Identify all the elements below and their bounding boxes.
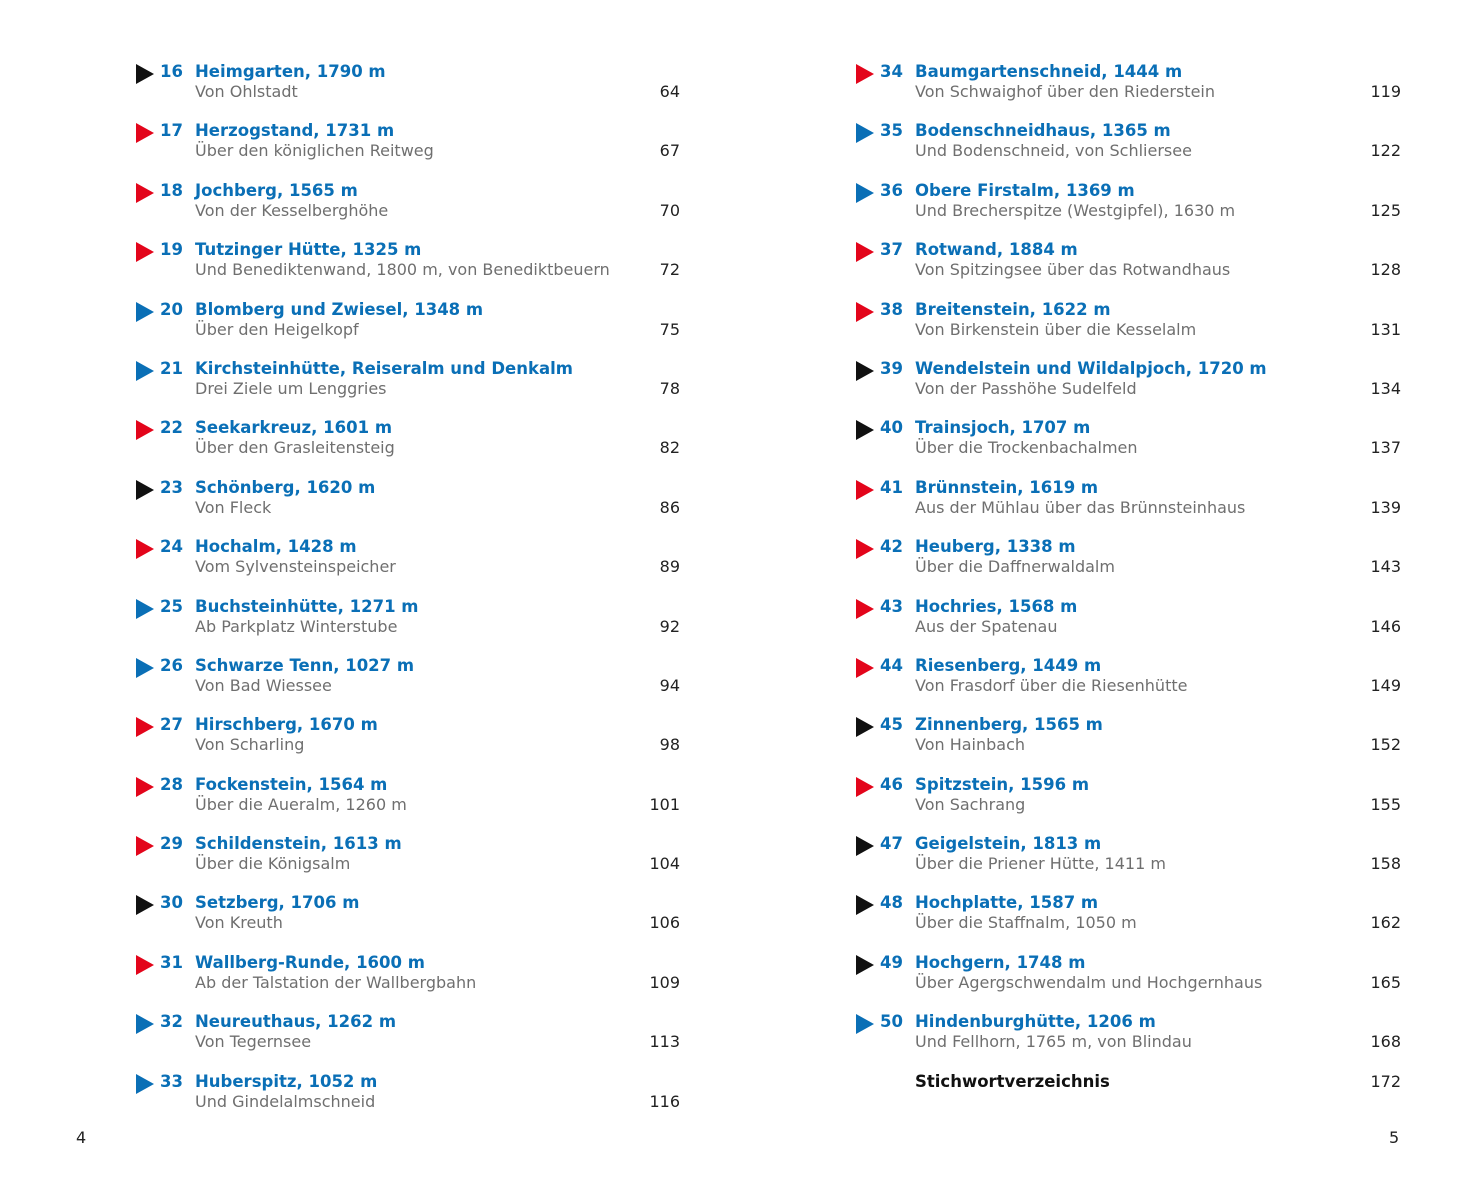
tour-title: Rotwand, 1884 m xyxy=(915,240,1078,260)
tour-number: 20 xyxy=(160,299,183,319)
page-ref: 101 xyxy=(649,794,680,814)
page-ref: 92 xyxy=(659,616,680,636)
tour-title: Geigelstein, 1813 m xyxy=(915,834,1102,854)
toc-entry[interactable] xyxy=(134,177,680,236)
tour-subtitle: Und Gindelalmschneid xyxy=(195,1091,376,1111)
page-ref: 104 xyxy=(649,854,680,874)
page-ref: 137 xyxy=(1370,438,1401,458)
tour-number: 42 xyxy=(880,537,903,557)
triangle-marker-icon xyxy=(856,717,874,737)
tour-number: 38 xyxy=(880,299,903,319)
triangle-marker-icon xyxy=(856,895,874,915)
page-ref: 146 xyxy=(1370,616,1401,636)
tour-subtitle: Von Ohlstadt xyxy=(195,82,298,101)
page-ref: 149 xyxy=(1370,675,1401,695)
page-ref: 122 xyxy=(1370,141,1401,161)
page-ref: 116 xyxy=(649,1091,680,1111)
toc-entry[interactable] xyxy=(134,652,680,711)
triangle-marker-icon xyxy=(136,420,154,440)
tour-title: Jochberg, 1565 m xyxy=(195,180,358,200)
toc-entry[interactable] xyxy=(134,1008,680,1067)
tour-number: 33 xyxy=(160,1071,183,1091)
triangle-marker-icon xyxy=(136,836,154,856)
toc-entry[interactable] xyxy=(134,355,680,414)
tour-title: Heuberg, 1338 m xyxy=(915,537,1076,557)
tour-subtitle: Von Tegernsee xyxy=(195,1032,312,1052)
tour-number: 24 xyxy=(160,537,183,557)
toc-entry[interactable] xyxy=(854,355,1401,414)
toc-entry[interactable] xyxy=(854,533,1401,592)
page-number-right: 5 xyxy=(1389,1128,1400,1147)
toc-entry[interactable] xyxy=(854,711,1401,770)
tour-subtitle: Von Sachrang xyxy=(915,794,1026,814)
triangle-marker-icon xyxy=(136,1074,154,1094)
toc-entry[interactable] xyxy=(134,296,680,355)
tour-subtitle: Über die Daffnerwaldalm xyxy=(915,557,1115,577)
tour-number: 39 xyxy=(880,358,903,378)
triangle-marker-icon xyxy=(856,836,874,856)
page-ref: 70 xyxy=(659,200,680,220)
tour-title: Kirchsteinhütte, Reiseralm und Denkalm xyxy=(195,358,573,378)
page-ref: 168 xyxy=(1370,1032,1401,1052)
tour-number: 17 xyxy=(160,121,183,141)
tour-title: Hochalm, 1428 m xyxy=(195,537,357,557)
tour-subtitle: Von Spitzingsee über das Rotwandhaus xyxy=(915,260,1231,280)
tour-subtitle: Über die Staffnalm, 1050 m xyxy=(915,913,1137,933)
triangle-marker-icon xyxy=(136,777,154,797)
page-ref: 89 xyxy=(659,557,680,577)
tour-number: 19 xyxy=(160,240,183,260)
page-ref: 106 xyxy=(649,913,680,933)
tour-title: Wallberg-Runde, 1600 m xyxy=(195,952,425,972)
index-title: Stichwortverzeichnis xyxy=(915,1071,1110,1091)
tour-title: Neureuthaus, 1262 m xyxy=(195,1012,397,1032)
page-ref: 109 xyxy=(649,972,680,992)
tour-title: Blomberg und Zwiesel, 1348 m xyxy=(195,299,484,319)
page-number-left: 4 xyxy=(76,1128,87,1147)
tour-number: 22 xyxy=(160,418,183,438)
triangle-marker-icon xyxy=(136,955,154,975)
page-ref: 165 xyxy=(1370,972,1401,992)
tour-number: 26 xyxy=(160,655,183,675)
toc-entry[interactable] xyxy=(854,474,1401,533)
tour-title: Fockenstein, 1564 m xyxy=(195,774,388,794)
tour-subtitle: Von der Kesselberghöhe xyxy=(195,200,389,220)
toc-entry[interactable] xyxy=(134,117,680,176)
toc-entry[interactable] xyxy=(134,474,680,533)
tour-subtitle: Über die Trockenbachalmen xyxy=(915,438,1138,458)
triangle-marker-icon xyxy=(136,480,154,500)
triangle-marker-icon xyxy=(136,361,154,381)
triangle-marker-icon xyxy=(136,242,154,262)
triangle-marker-icon xyxy=(856,183,874,203)
tour-title: Hindenburghütte, 1206 m xyxy=(915,1012,1156,1032)
triangle-marker-icon xyxy=(136,658,154,678)
toc-left-column xyxy=(134,58,680,1127)
toc-entry[interactable] xyxy=(854,771,1401,830)
toc-entry[interactable] xyxy=(854,949,1401,1008)
tour-number: 16 xyxy=(160,62,183,81)
toc-entry[interactable] xyxy=(854,889,1401,948)
triangle-marker-icon xyxy=(856,64,874,84)
toc-entry[interactable] xyxy=(854,830,1401,889)
tour-subtitle: Und Benediktenwand, 1800 m, von Benediktbeuern xyxy=(195,260,610,280)
tour-title: Setzberg, 1706 m xyxy=(195,893,360,913)
tour-subtitle: Über Agergschwendalm und Hochgernhaus xyxy=(915,972,1263,992)
tour-number: 41 xyxy=(880,477,903,497)
tour-title: Zinnenberg, 1565 m xyxy=(915,715,1103,735)
tour-number: 25 xyxy=(160,596,183,616)
tour-subtitle: Von der Passhöhe Sudelfeld xyxy=(915,378,1137,398)
tour-title: Buchsteinhütte, 1271 m xyxy=(195,596,419,616)
tour-subtitle: Von Bad Wiessee xyxy=(195,675,332,695)
page-ref: 113 xyxy=(649,1032,680,1052)
triangle-marker-icon xyxy=(856,123,874,143)
triangle-marker-icon xyxy=(856,1014,874,1034)
tour-title: Schildenstein, 1613 m xyxy=(195,834,402,854)
tour-number: 29 xyxy=(160,834,183,854)
tour-title: Bodenschneidhaus, 1365 m xyxy=(915,121,1171,141)
tour-title: Riesenberg, 1449 m xyxy=(915,655,1102,675)
tour-number: 21 xyxy=(160,358,183,378)
tour-number: 50 xyxy=(880,1012,903,1032)
tour-subtitle: Und Brecherspitze (Westgipfel), 1630 m xyxy=(915,200,1236,220)
page-ref: 72 xyxy=(659,260,680,280)
page-ref: 86 xyxy=(659,497,680,517)
tour-title: Hochgern, 1748 m xyxy=(915,952,1086,972)
toc-entry[interactable] xyxy=(134,771,680,830)
tour-subtitle: Über den Grasleitensteig xyxy=(195,438,395,458)
tour-subtitle: Ab der Talstation der Wallbergbahn xyxy=(195,972,477,992)
page-ref: 172 xyxy=(1370,1071,1401,1091)
toc-entry-index[interactable] xyxy=(854,1068,1401,1127)
tour-subtitle: Von Birkenstein über die Kesselalm xyxy=(915,319,1197,339)
tour-title: Hirschberg, 1670 m xyxy=(195,715,378,735)
tour-subtitle: Von Scharling xyxy=(195,735,305,755)
toc-entry[interactable] xyxy=(854,1008,1401,1067)
page-ref: 158 xyxy=(1370,854,1401,874)
toc-entry[interactable] xyxy=(854,117,1401,176)
toc-entry[interactable] xyxy=(854,652,1401,711)
triangle-marker-icon xyxy=(136,895,154,915)
triangle-marker-icon xyxy=(136,1014,154,1034)
tour-number: 45 xyxy=(880,715,903,735)
tour-number: 27 xyxy=(160,715,183,735)
page-ref: 143 xyxy=(1370,557,1401,577)
page-ref: 75 xyxy=(659,319,680,339)
toc-entry[interactable] xyxy=(134,949,680,1008)
tour-title: Wendelstein und Wildalpjoch, 1720 m xyxy=(915,358,1267,378)
tour-title: Schönberg, 1620 m xyxy=(195,477,376,497)
triangle-marker-icon xyxy=(856,242,874,262)
page-ref: 162 xyxy=(1370,913,1401,933)
tour-number: 47 xyxy=(880,834,903,854)
tour-title: Brünnstein, 1619 m xyxy=(915,477,1099,497)
tour-number: 48 xyxy=(880,893,903,913)
tour-number: 40 xyxy=(880,418,903,438)
page-ref: 64 xyxy=(659,82,680,101)
toc-entry[interactable] xyxy=(854,58,1401,117)
toc-entry[interactable] xyxy=(134,58,680,117)
toc-entry[interactable] xyxy=(134,593,680,652)
triangle-marker-icon xyxy=(136,64,154,84)
toc-entry[interactable] xyxy=(134,830,680,889)
page-ref: 98 xyxy=(659,735,680,755)
tour-number: 43 xyxy=(880,596,903,616)
toc-entry[interactable] xyxy=(134,236,680,295)
triangle-marker-icon xyxy=(856,777,874,797)
toc-entry[interactable] xyxy=(854,296,1401,355)
page-ref: 119 xyxy=(1370,82,1401,101)
tour-subtitle: Und Fellhorn, 1765 m, von Blindau xyxy=(915,1032,1192,1052)
toc-entry[interactable] xyxy=(134,711,680,770)
tour-number: 49 xyxy=(880,952,903,972)
tour-subtitle: Über die Königsalm xyxy=(195,854,351,874)
tour-number: 36 xyxy=(880,180,903,200)
tour-subtitle: Aus der Mühlau über das Brünnsteinhaus xyxy=(915,497,1246,517)
tour-number: 30 xyxy=(160,893,183,913)
tour-subtitle: Drei Ziele um Lenggries xyxy=(195,378,387,398)
page-ref: 128 xyxy=(1370,260,1401,280)
triangle-marker-icon xyxy=(856,955,874,975)
tour-title: Tutzinger Hütte, 1325 m xyxy=(195,240,422,260)
tour-number: 44 xyxy=(880,655,903,675)
page-ref: 125 xyxy=(1370,200,1401,220)
toc-entry[interactable] xyxy=(134,414,680,473)
toc-entry[interactable] xyxy=(134,533,680,592)
page-ref: 134 xyxy=(1370,378,1401,398)
tour-subtitle: Über die Aueralm, 1260 m xyxy=(195,794,407,814)
tour-subtitle: Von Schwaighof über den Riederstein xyxy=(915,82,1216,101)
tour-subtitle: Von Hainbach xyxy=(915,735,1026,755)
tour-subtitle: Von Fleck xyxy=(195,497,272,517)
tour-title: Seekarkreuz, 1601 m xyxy=(195,418,393,438)
page-ref: 152 xyxy=(1370,735,1401,755)
page-ref: 67 xyxy=(659,141,680,161)
tour-number: 35 xyxy=(880,121,903,141)
toc-entry[interactable] xyxy=(854,593,1401,652)
page-ref: 78 xyxy=(659,378,680,398)
toc-entry[interactable] xyxy=(854,414,1401,473)
tour-subtitle: Über den königlichen Reitweg xyxy=(195,141,434,161)
tour-title: Spitzstein, 1596 m xyxy=(915,774,1090,794)
toc-entry[interactable] xyxy=(134,889,680,948)
triangle-marker-icon xyxy=(136,717,154,737)
triangle-marker-icon xyxy=(856,361,874,381)
tour-number: 46 xyxy=(880,774,903,794)
toc-entry[interactable] xyxy=(854,236,1401,295)
toc-right-column xyxy=(854,58,1401,1127)
tour-number: 34 xyxy=(880,62,903,81)
triangle-marker-icon xyxy=(856,539,874,559)
page-ref: 94 xyxy=(659,675,680,695)
triangle-marker-icon xyxy=(136,183,154,203)
triangle-marker-icon xyxy=(856,480,874,500)
tour-subtitle: Über die Priener Hütte, 1411 m xyxy=(915,854,1166,874)
tour-number: 31 xyxy=(160,952,183,972)
tour-subtitle: Über den Heigelkopf xyxy=(195,319,359,339)
toc-entry[interactable] xyxy=(134,1068,680,1127)
tour-title: Heimgarten, 1790 m xyxy=(195,62,386,81)
tour-number: 32 xyxy=(160,1012,183,1032)
tour-subtitle: Vom Sylvensteinspeicher xyxy=(195,557,396,577)
tour-number: 37 xyxy=(880,240,903,260)
tour-title: Baumgartenschneid, 1444 m xyxy=(915,62,1183,81)
tour-title: Trainsjoch, 1707 m xyxy=(915,418,1091,438)
page-ref: 82 xyxy=(659,438,680,458)
page-ref: 155 xyxy=(1370,794,1401,814)
tour-subtitle: Und Bodenschneid, von Schliersee xyxy=(915,141,1192,161)
tour-title: Herzogstand, 1731 m xyxy=(195,121,395,141)
tour-number: 28 xyxy=(160,774,183,794)
triangle-marker-icon xyxy=(856,599,874,619)
tour-subtitle: Von Frasdorf über die Riesenhütte xyxy=(915,675,1188,695)
page-ref: 131 xyxy=(1370,319,1401,339)
tour-subtitle: Von Kreuth xyxy=(195,913,283,933)
toc-entry[interactable] xyxy=(854,177,1401,236)
tour-title: Breitenstein, 1622 m xyxy=(915,299,1111,319)
tour-subtitle: Ab Parkplatz Winterstube xyxy=(195,616,398,636)
tour-number: 18 xyxy=(160,180,183,200)
triangle-marker-icon xyxy=(136,599,154,619)
triangle-marker-icon xyxy=(856,658,874,678)
tour-title: Hochplatte, 1587 m xyxy=(915,893,1099,913)
tour-title: Schwarze Tenn, 1027 m xyxy=(195,655,415,675)
triangle-marker-icon xyxy=(856,420,874,440)
tour-title: Huberspitz, 1052 m xyxy=(195,1071,378,1091)
triangle-marker-icon xyxy=(856,302,874,322)
tour-number: 23 xyxy=(160,477,183,497)
page-ref: 139 xyxy=(1370,497,1401,517)
triangle-marker-icon xyxy=(136,123,154,143)
tour-subtitle: Aus der Spatenau xyxy=(915,616,1058,636)
tour-title: Obere Firstalm, 1369 m xyxy=(915,180,1135,200)
triangle-marker-icon xyxy=(136,302,154,322)
tour-title: Hochries, 1568 m xyxy=(915,596,1078,616)
triangle-marker-icon xyxy=(136,539,154,559)
